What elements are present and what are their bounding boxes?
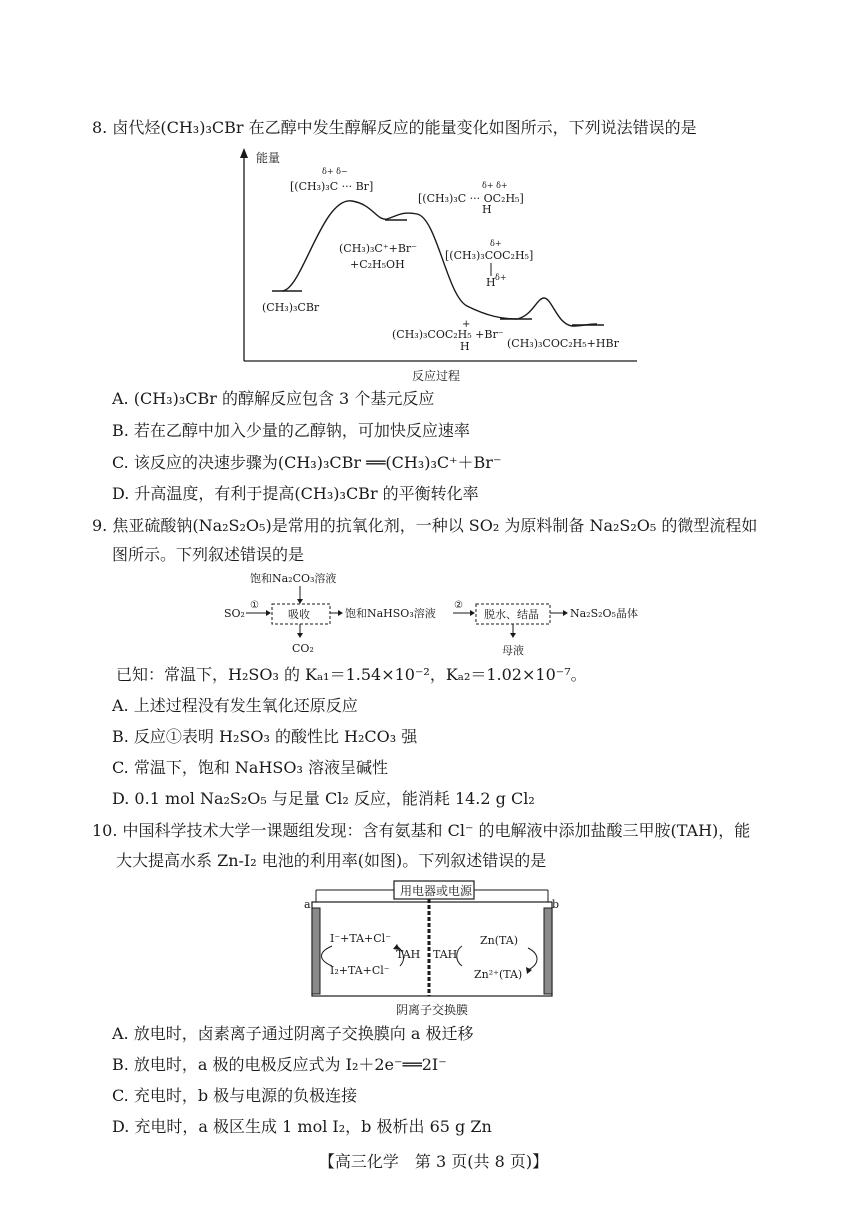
q8-energy-diagram [232,146,652,386]
q9-flow-box1: 吸收 [288,608,310,621]
q9-flow-input-top: 饱和Na₂CO₃溶液 [250,572,337,585]
q9-flow-mid: 饱和NaHSO₃溶液 [345,607,436,620]
page-footer: 【高三化学 第 3 页(共 8 页)】 [318,1152,549,1171]
q10-option-a: A. 放电时，卤素离子通过阴离子交换膜向 a 极迁移 [112,1024,474,1043]
q9-option-d: D. 0.1 mol Na₂S₂O₅ 与足量 Cl₂ 反应，能消耗 14.2 g Cl₂ [112,789,535,808]
q9-option-a: A. 上述过程没有发生氧化还原反应 [112,696,358,715]
q10-tah-left: TAH [396,948,421,961]
q10-left-bottom: I₂+TA+Cl⁻ [330,964,390,977]
q8-ts2-charges: δ+ δ+ [482,181,508,190]
q8-ts1-charges: δ+ δ− [322,167,348,176]
q8-int1-b: +C₂H₅OH [350,258,405,271]
q8-y-axis-label: 能量 [256,151,281,165]
q8-int2-label: (CH₃)₃COC₂H₅ +Br⁻ [392,328,504,341]
q9-stem-line1: 9. 焦亚硫酸钠(Na₂S₂O₅)是常用的抗氧化剂，一种以 SO₂ 为原料制备 Na₂S₂O₅ 的微型流程如 [92,516,758,535]
q10-membrane-label: 阴离子交换膜 [396,1003,469,1017]
q10-right-bottom: Zn²⁺(TA) [474,968,523,981]
q8-ts2-h: H [482,203,492,216]
q10-option-c: C. 充电时，b 极与电源的负极连接 [112,1086,358,1105]
q10-power-box-label: 用电器或电源 [400,884,473,898]
q10-electrode-a: a [304,898,311,911]
q10-option-b: B. 放电时，a 极的电极反应式为 I₂＋2e⁻══2I⁻ [112,1055,447,1074]
q9-flow-step1: ① [250,600,259,611]
q8-ts3-label: [(CH₃)₃COC₂H₅] [445,249,534,262]
q10-right-top: Zn(TA) [480,934,518,947]
q8-x-axis-label: 反应过程 [412,369,461,383]
q9-option-c: C. 常温下，饱和 NaHSO₃ 溶液呈碱性 [112,758,389,777]
q8-ts1-label: [(CH₃)₃C ··· Br] [290,180,374,193]
q9-flow-out2: 母液 [502,644,524,657]
q8-ts3-charges: δ+ [490,239,502,248]
q8-option-c: C. 该反应的决速步骤为(CH₃)₃CBr ══(CH₃)₃C⁺＋Br⁻ [112,453,502,472]
q9-known-constants: 已知：常温下，H₂SO₃ 的 Kₐ₁＝1.54×10⁻²，Kₐ₂＝1.02×10⁻⁷。 [116,665,587,684]
q10-left-top: I⁻+TA+Cl⁻ [330,932,392,945]
q8-int2-plus: + [462,319,471,330]
q10-stem-line1: 10. 中国科学技术大学一课题组发现：含有氨基和 Cl⁻ 的电解液中添加盐酸三甲胺(TAH)，能 [92,821,751,840]
q10-electrode-b: b [552,898,560,911]
q8-stem: 8. 卤代烃(CH₃)₃CBr 在乙醇中发生醇解反应的能量变化如图所示，下列说法错误的是 [92,118,697,137]
q9-flow-box2: 脱水、结晶 [484,608,539,621]
q8-int1-a: (CH₃)₃C⁺+Br⁻ [339,242,417,255]
q8-ts2-label: [(CH₃)₃C ··· OC₂H₅] [418,192,524,205]
q9-stem-line2: 图所示。下列叙述错误的是 [112,545,305,564]
q9-option-b: B. 反应①表明 H₂SO₃ 的酸性比 H₂CO₃ 强 [112,727,418,746]
q8-int2-h: H [460,340,470,353]
q8-product-label: (CH₃)₃COC₂H₅+HBr [507,337,619,350]
q9-flow-step2: ② [454,600,463,611]
q9-flow-out1: CO₂ [292,642,314,655]
q8-ts3-h: H [486,276,496,289]
q8-ts3-h-charge: δ+ [495,273,507,282]
q9-flow-start: SO₂ [224,607,245,620]
q8-reactant-label: (CH₃)₃CBr [262,301,320,314]
q8-option-a: A. (CH₃)₃CBr 的醇解反应包含 3 个基元反应 [112,389,435,408]
q8-option-d: D. 升高温度，有利于提高(CH₃)₃CBr 的平衡转化率 [112,484,479,503]
q10-tah-right: TAH [433,948,458,961]
q10-option-d: D. 充电时，a 极区生成 1 mol I₂，b 极析出 65 g Zn [112,1117,492,1136]
q9-flow-diagram [220,568,680,660]
q9-flow-end: Na₂S₂O₅晶体 [570,607,638,620]
q10-cell-diagram [296,878,566,1020]
q8-option-b: B. 若在乙醇中加入少量的乙醇钠，可加快反应速率 [112,421,470,440]
q10-stem-line2: 大大提高水系 Zn-I₂ 电池的利用率(如图)。下列叙述错误的是 [116,851,547,870]
